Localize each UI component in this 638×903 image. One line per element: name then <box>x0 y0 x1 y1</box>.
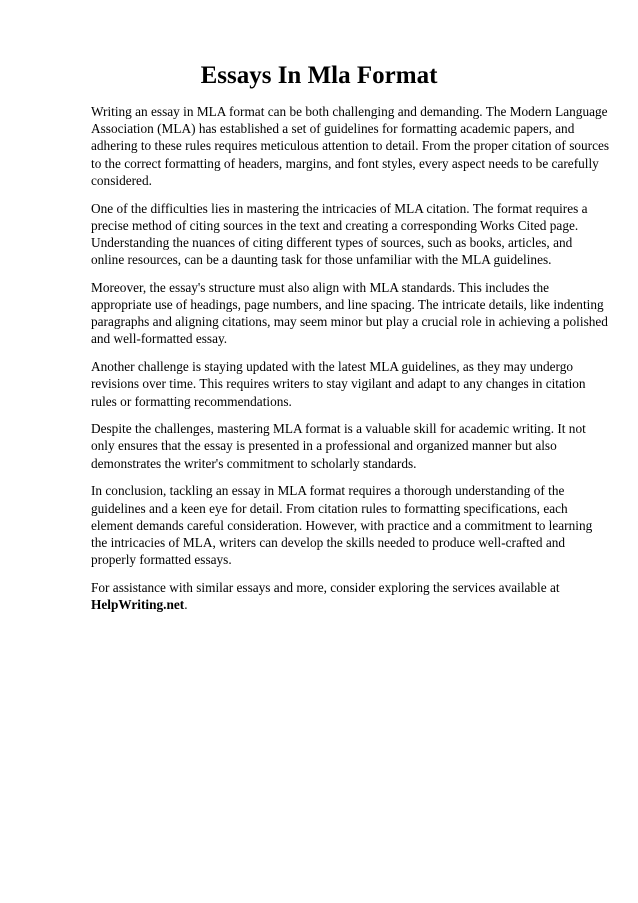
text-line: the intricacies of MLA, writers can develop the skills needed to produce well-crafted and <box>91 534 566 550</box>
text-line: precise method of citing sources in the text and creating a corresponding Works Cited page. <box>91 217 579 233</box>
text-line: Writing an essay in MLA format can be both challenging and demanding. The Modern Language <box>91 104 608 119</box>
text-line: Despite the challenges, mastering MLA format is a valuable skill for academic writing. It not <box>91 421 586 437</box>
closing-link-line <box>91 596 591 613</box>
paragraph-1 <box>91 103 610 189</box>
text-line: revisions over time. This requires writers to stay vigilant and adapt to any changes in citation <box>91 376 586 392</box>
text-line: and well-formatted essay. <box>91 331 228 347</box>
text-line: properly formatted essays. <box>91 552 232 568</box>
text-line: online resources, can be a daunting task for those unfamiliar with the MLA guidelines. <box>91 252 552 268</box>
text-line: adhering to these rules requires meticulous attention to detail. From the proper citation of sources <box>91 138 610 154</box>
text-line: Understanding the nuances of citing different types of sources, such as books, articles, and <box>91 234 573 250</box>
text-line: considered. <box>91 172 152 188</box>
text-line: paragraphs and aligning citations, may seem minor but play a crucial role in achieving a polished <box>91 314 608 330</box>
text-line: only ensures that the essay is presented in a professional and organized manner but also <box>91 438 557 454</box>
text-line: rules or formatting recommendations. <box>91 393 292 409</box>
paragraph-3 <box>91 279 608 348</box>
text-line: Another challenge is staying updated with the latest MLA guidelines, as they may undergo <box>91 359 574 375</box>
text-line: appropriate use of headings, page numbers, and line spacing. The intricate details, like indenting <box>91 297 604 313</box>
text-line: element demands careful consideration. However, with practice and a commitment to learning <box>91 517 593 533</box>
text-line: guidelines and a keen eye for detail. From citation rules to formatting specifications, each <box>91 500 568 516</box>
closing-text: For assistance with similar essays and more, consider exploring the services available at <box>91 579 560 595</box>
closing-period: . <box>184 597 188 613</box>
document-body <box>91 103 610 624</box>
paragraph-2 <box>91 200 591 269</box>
helpwriting-link[interactable]: HelpWriting.net <box>91 597 185 613</box>
text-line: Association (MLA) has established a set of guidelines for formatting academic papers, and <box>91 121 575 137</box>
paragraph-5 <box>91 420 591 472</box>
text-line: Moreover, the essay's structure must also align with MLA standards. This includes the <box>91 279 550 295</box>
text-line: to the correct formatting of headers, margins, and font styles, every aspect needs to be carefully <box>91 155 599 171</box>
paragraph-4 <box>91 358 591 410</box>
document-title: Essays In Mla Format <box>200 62 438 89</box>
text-line: In conclusion, tackling an essay in MLA format requires a thorough understanding of the <box>91 483 565 499</box>
text-line: demonstrates the writer's commitment to scholarly standards. <box>91 455 417 471</box>
text-line: One of the difficulties lies in mastering the intricacies of MLA citation. The format requires a <box>91 200 588 216</box>
paragraph-6 <box>91 482 591 568</box>
closing-paragraph <box>91 579 591 613</box>
